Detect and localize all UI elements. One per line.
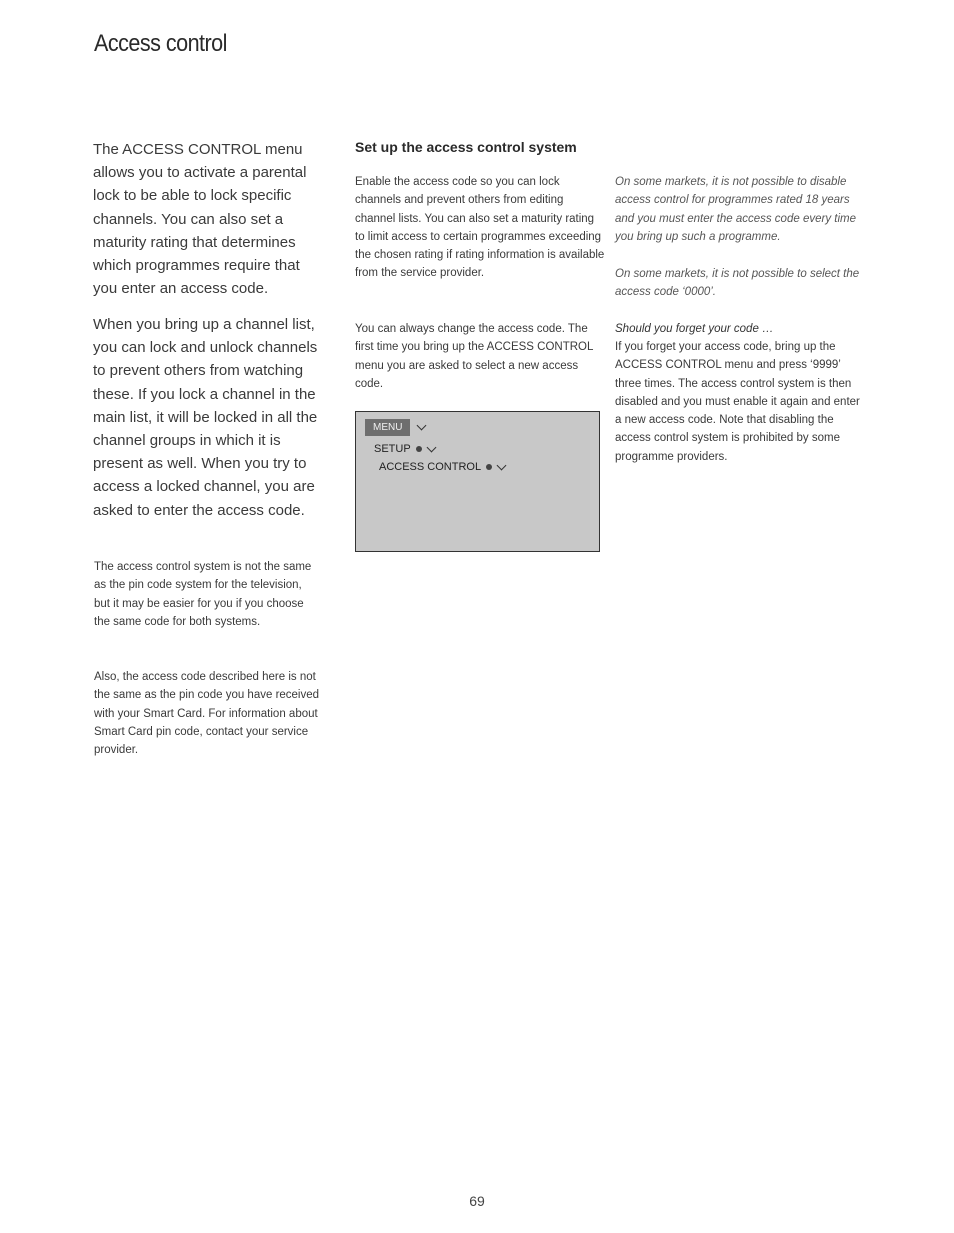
menu-screen-illustration <box>355 411 600 552</box>
osd-access-control-row <box>379 458 505 476</box>
osd-setup-row <box>374 440 435 458</box>
section-heading: Set up the access control system <box>355 139 577 155</box>
market-note-code-0000: On some markets, it is not possible to select the access code ‘0000’. <box>615 268 860 299</box>
forget-code-heading: Should you forget your code … <box>615 323 774 335</box>
setup-paragraph-1: Enable the access code so you can lock channels and prevent others from editing channel lists. You can also set a maturity rating to limit access to certain programmes exceeding the chosen rating if rating information is available from the service provider. <box>355 176 605 280</box>
osd-setup-label: SETUP <box>374 443 411 455</box>
note-pin-code-system: The access control system is not the same as the pin code system for the television, but it may be easier for you if you choose the same code for both systems. <box>94 561 312 628</box>
note-smart-card: Also, the access code described here is not the same as the pin code you have received with your Smart Card. For information about Smart Card pin code, contact your service provider. <box>94 671 320 757</box>
intro-paragraph-2: When you bring up a channel list, you can lock and unlock channels to prevent others from watching these. If you lock a channel in the main list, it will be locked in all the channel groups in which it is present as well. When you try to access a locked channel, you are asked to enter the access code. <box>93 316 318 519</box>
market-note-rated-18: On some markets, it is not possible to disable access control for programmes rated 18 years and you must enter the access code every time you bring up such a programme. <box>615 176 856 243</box>
dot-icon <box>416 446 422 452</box>
setup-paragraph-2: You can always change the access code. The first time you bring up the ACCESS CONTROL menu you are asked to select a new access code. <box>355 323 593 390</box>
osd-menu-label: MENU <box>365 419 410 436</box>
page-number: 69 <box>469 1193 485 1209</box>
dot-icon <box>486 464 492 470</box>
intro-paragraph-1: The ACCESS CONTROL menu allows you to activate a parental lock to be able to lock specific channels. You can also set a maturity rating that determines which programmes require that you enter an access code. <box>93 141 307 298</box>
chevron-down-icon <box>417 420 427 430</box>
osd-access-control-label: ACCESS CONTROL <box>379 461 482 473</box>
osd-menu-row <box>365 418 425 436</box>
forget-code-paragraph: If you forget your access code, bring up the ACCESS CONTROL menu and press ‘9999’ three times. The access control system is then disabled and you must enable it again and enter a new access code. Note that disabling the access control system is prohibited by some programme providers. <box>615 341 860 463</box>
page-title: Access control <box>94 30 227 57</box>
chevron-down-icon <box>497 460 507 470</box>
chevron-down-icon <box>426 442 436 452</box>
